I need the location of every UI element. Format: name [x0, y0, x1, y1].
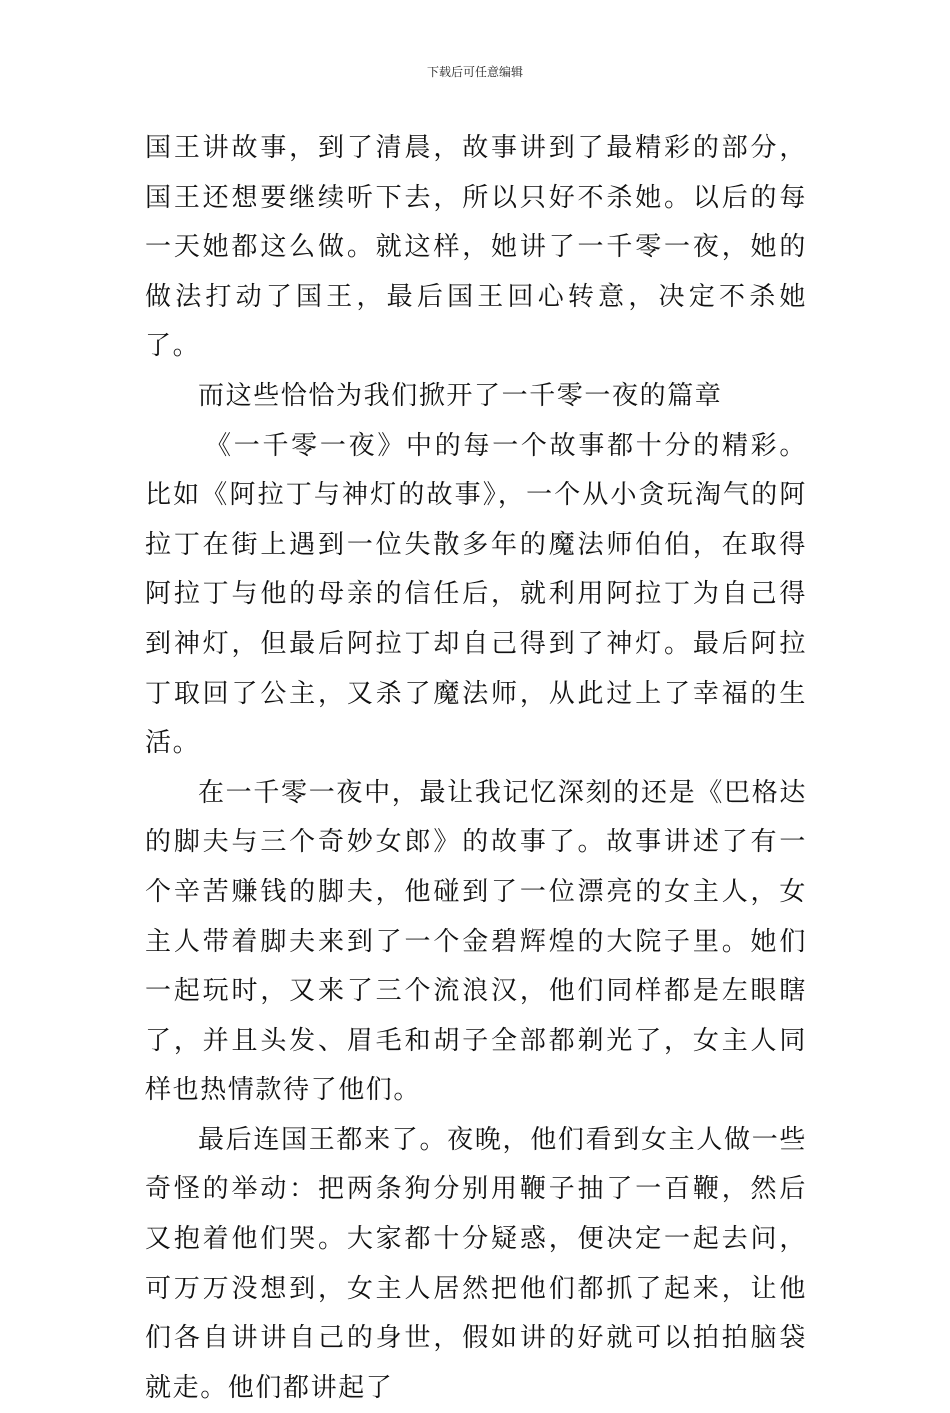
document-body	[145, 124, 807, 1413]
paragraph-1: 国王讲故事，到了清晨，故事讲到了最精彩的部分，国王还想要继续听下去，所以只好不杀她。以后的每一天她都这么做。就这样，她讲了一千零一夜，她的做法打动了国王，最后国王回心转意，决定不杀她了。	[145, 133, 807, 362]
paragraph-3: 《一千零一夜》中的每一个故事都十分的精彩。比如《阿拉丁与神灯的故事》，一个从小贪玩淘气的阿拉丁在街上遇到一位失散多年的魔法师伯伯，在取得阿拉丁与他的母亲的信任后，就利用阿拉丁为自己得到神灯，但最后阿拉丁却自己得到了神灯。最后阿拉丁取回了公主，又杀了魔法师，从此过上了幸福的生活。	[145, 430, 807, 759]
page-header: 下载后可任意编辑	[426, 65, 523, 79]
paragraph-4: 在一千零一夜中，最让我记忆深刻的还是《巴格达的脚夫与三个奇妙女郎》的故事了。故事讲述了有一个辛苦赚钱的脚夫，他碰到了一位漂亮的女主人，女主人带着脚夫来到了一个金碧辉煌的大院子里。她们一起玩时，又来了三个流浪汉，他们同样都是左眼瞎了，并且头发、眉毛和胡子全部都剃光了，女主人同样也热情款待了他们。	[145, 777, 807, 1106]
paragraph-2: 而这些恰恰为我们掀开了一千零一夜的篇章	[198, 380, 723, 411]
paragraph-5: 最后连国王都来了。夜晚，他们看到女主人做一些奇怪的举动：把两条狗分别用鞭子抽了一百鞭，然后又抱着他们哭。大家都十分疑惑，便决定一起去问，可万万没想到，女主人居然把他们都抓了起来，让他们各自讲讲自己的身世，假如讲的好就可以拍拍脑袋就走。他们都讲起了	[145, 1124, 807, 1403]
